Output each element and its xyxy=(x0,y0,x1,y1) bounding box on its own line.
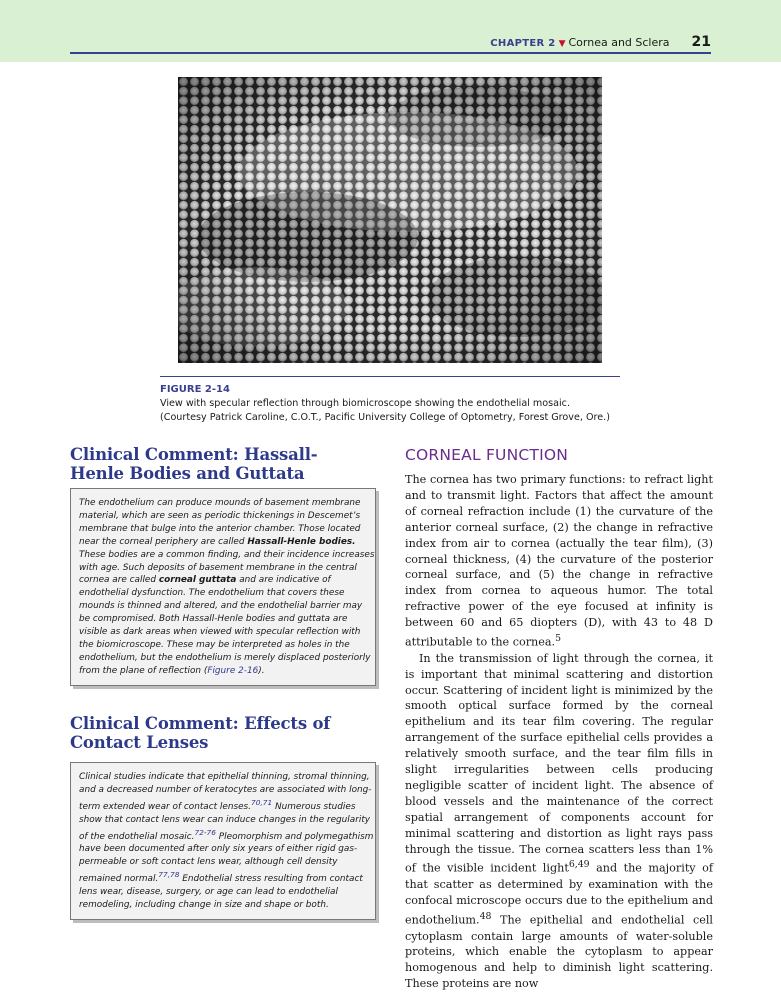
page-number: 21 xyxy=(691,34,711,50)
paragraph-1 xyxy=(405,472,713,651)
citation-ref: 6,49 xyxy=(568,859,590,871)
citation-ref[interactable]: 77,78 xyxy=(158,870,180,880)
section-title: CORNEAL FUNCTION xyxy=(405,446,569,464)
endothelial-mosaic-image xyxy=(178,77,602,363)
comment1-text-4: ). xyxy=(258,665,265,676)
comment2-text-4: Endothelial stress resulting from contact lens wear, disease, surgery, or age can lead to endothelial remodeling, including change in size and shape or both. xyxy=(79,874,363,911)
comment2-text-3: Pleomorphism and polymegathism have been documented after only six years of either rigid gas-permeable or soft contact lens wear, although cell density remained normal. xyxy=(79,831,374,885)
comment1-text-2: These bodies are a common finding, and their incidence increases with age. Such deposits of basement membrane in the central cornea are called xyxy=(79,549,375,586)
body-column xyxy=(405,472,713,992)
citation-ref[interactable]: 70,71 xyxy=(251,797,273,807)
chapter-label: CHAPTER 2 xyxy=(490,38,556,49)
figure-caption-line2: (Courtesy Patrick Caroline, C.O.T., Pacific University College of Optometry, Forest Grove, Ore.) xyxy=(160,412,610,423)
citation-ref: 5 xyxy=(555,633,562,645)
clinical-comment-2-box xyxy=(70,762,376,920)
term-corneal-guttata: corneal guttata xyxy=(158,575,237,586)
figure-rule xyxy=(160,376,620,377)
comment2-text-1: Clinical studies indicate that epithelial thinning, stromal thinning, and a decreased number of keratocytes are associated with long-term extended wear of contact lenses. xyxy=(79,772,372,812)
comment2-text-2: Numerous studies show that contact lens wear can induce changes in the regularity of the endothelial mosaic. xyxy=(79,801,371,842)
citation-ref[interactable]: 72-76 xyxy=(194,827,216,837)
triangle-icon: ▼ xyxy=(558,39,566,49)
para1-text: The cornea has two primary functions: to refract light and to transmit light. Factors that affect the amount of corneal refraction include (1) the curvature of the anterior corneal surface, (2) the change in refractive index from air to cornea (actually the tear film), (3) corneal thickness, (4) the curvature of the posterior corneal surface, and (5) the change in refractive index from cornea to aqueous humor. The total refractive power of the eye focused at infinity is between 60 and 65 diopters (D), with 43 to 48 D attributable to the cornea. xyxy=(405,473,713,649)
figure-caption xyxy=(160,383,630,425)
running-head xyxy=(490,34,711,50)
figure-reference-link[interactable]: Figure 2-16 xyxy=(207,665,259,676)
clinical-comment-2-heading: Clinical Comment: Effects of Contact Lenses xyxy=(70,714,331,752)
clinical-comment-1-heading: Clinical Comment: Hassall-Henle Bodies and Guttata xyxy=(70,445,318,483)
clinical-comment-1-box xyxy=(70,488,376,686)
chapter-title: Cornea and Sclera xyxy=(568,36,670,49)
para2-text-1: In the transmission of light through the cornea, it is important that minimal scattering and distortion occur. Scattering of incident light is minimized by the smooth optical surface formed by the corneal epithelium and its tear film covering. The regular arrangement of the surface epithelial cells provides a relatively smooth surface, and the tear film fills in slight irregularities between cells producing negligible scatter of incident light. The absence of blood vessels and the maintenance of the correct spatial arrangement of components account for minimal scattering and distortion as light rays pass through the tissue. The cornea scatters less than 1% of the visible incident light xyxy=(405,651,713,876)
para2-text-2: and the majority of that scatter as determined by examination with the confocal microscope occurs due to the epithelium and endothelium. xyxy=(405,862,713,927)
comment1-text-1: The endothelium can produce mounds of basement membrane material, which are seen as periodic thickenings in Descemet’s membrane that bulge into the anterior chamber. Those located near the corneal periphery are called xyxy=(79,498,361,547)
header-rule xyxy=(70,52,711,54)
comment1-text-3: and are indicative of endothelial dysfunction. The endothelium that covers these mounds is thinned and altered, and the endothelial barrier may be compromised. Both Hassall-Henle bodies and guttata are visible as dark areas when viewed with specular reflection with the biomicroscope. These may be interpreted as holes in the endothelium, but the endothelium is merely displaced posteriorly from the plane of reflection ( xyxy=(79,575,371,676)
para2-text-3: The epithelial and endothelial cell cytoplasm contain large amounts of water-soluble proteins, which enable the cytoplasm to appear homogenous and help to diminish light scattering. These proteins are now xyxy=(405,913,713,991)
figure-label: FIGURE 2-14 xyxy=(160,384,230,395)
figure-caption-line1: View with specular reflection through biomicroscope showing the endothelial mosaic. xyxy=(160,398,570,409)
term-hassall-henle-bodies: Hassall-Henle bodies. xyxy=(247,536,356,547)
citation-ref: 48 xyxy=(479,910,492,922)
paragraph-2 xyxy=(405,651,713,993)
